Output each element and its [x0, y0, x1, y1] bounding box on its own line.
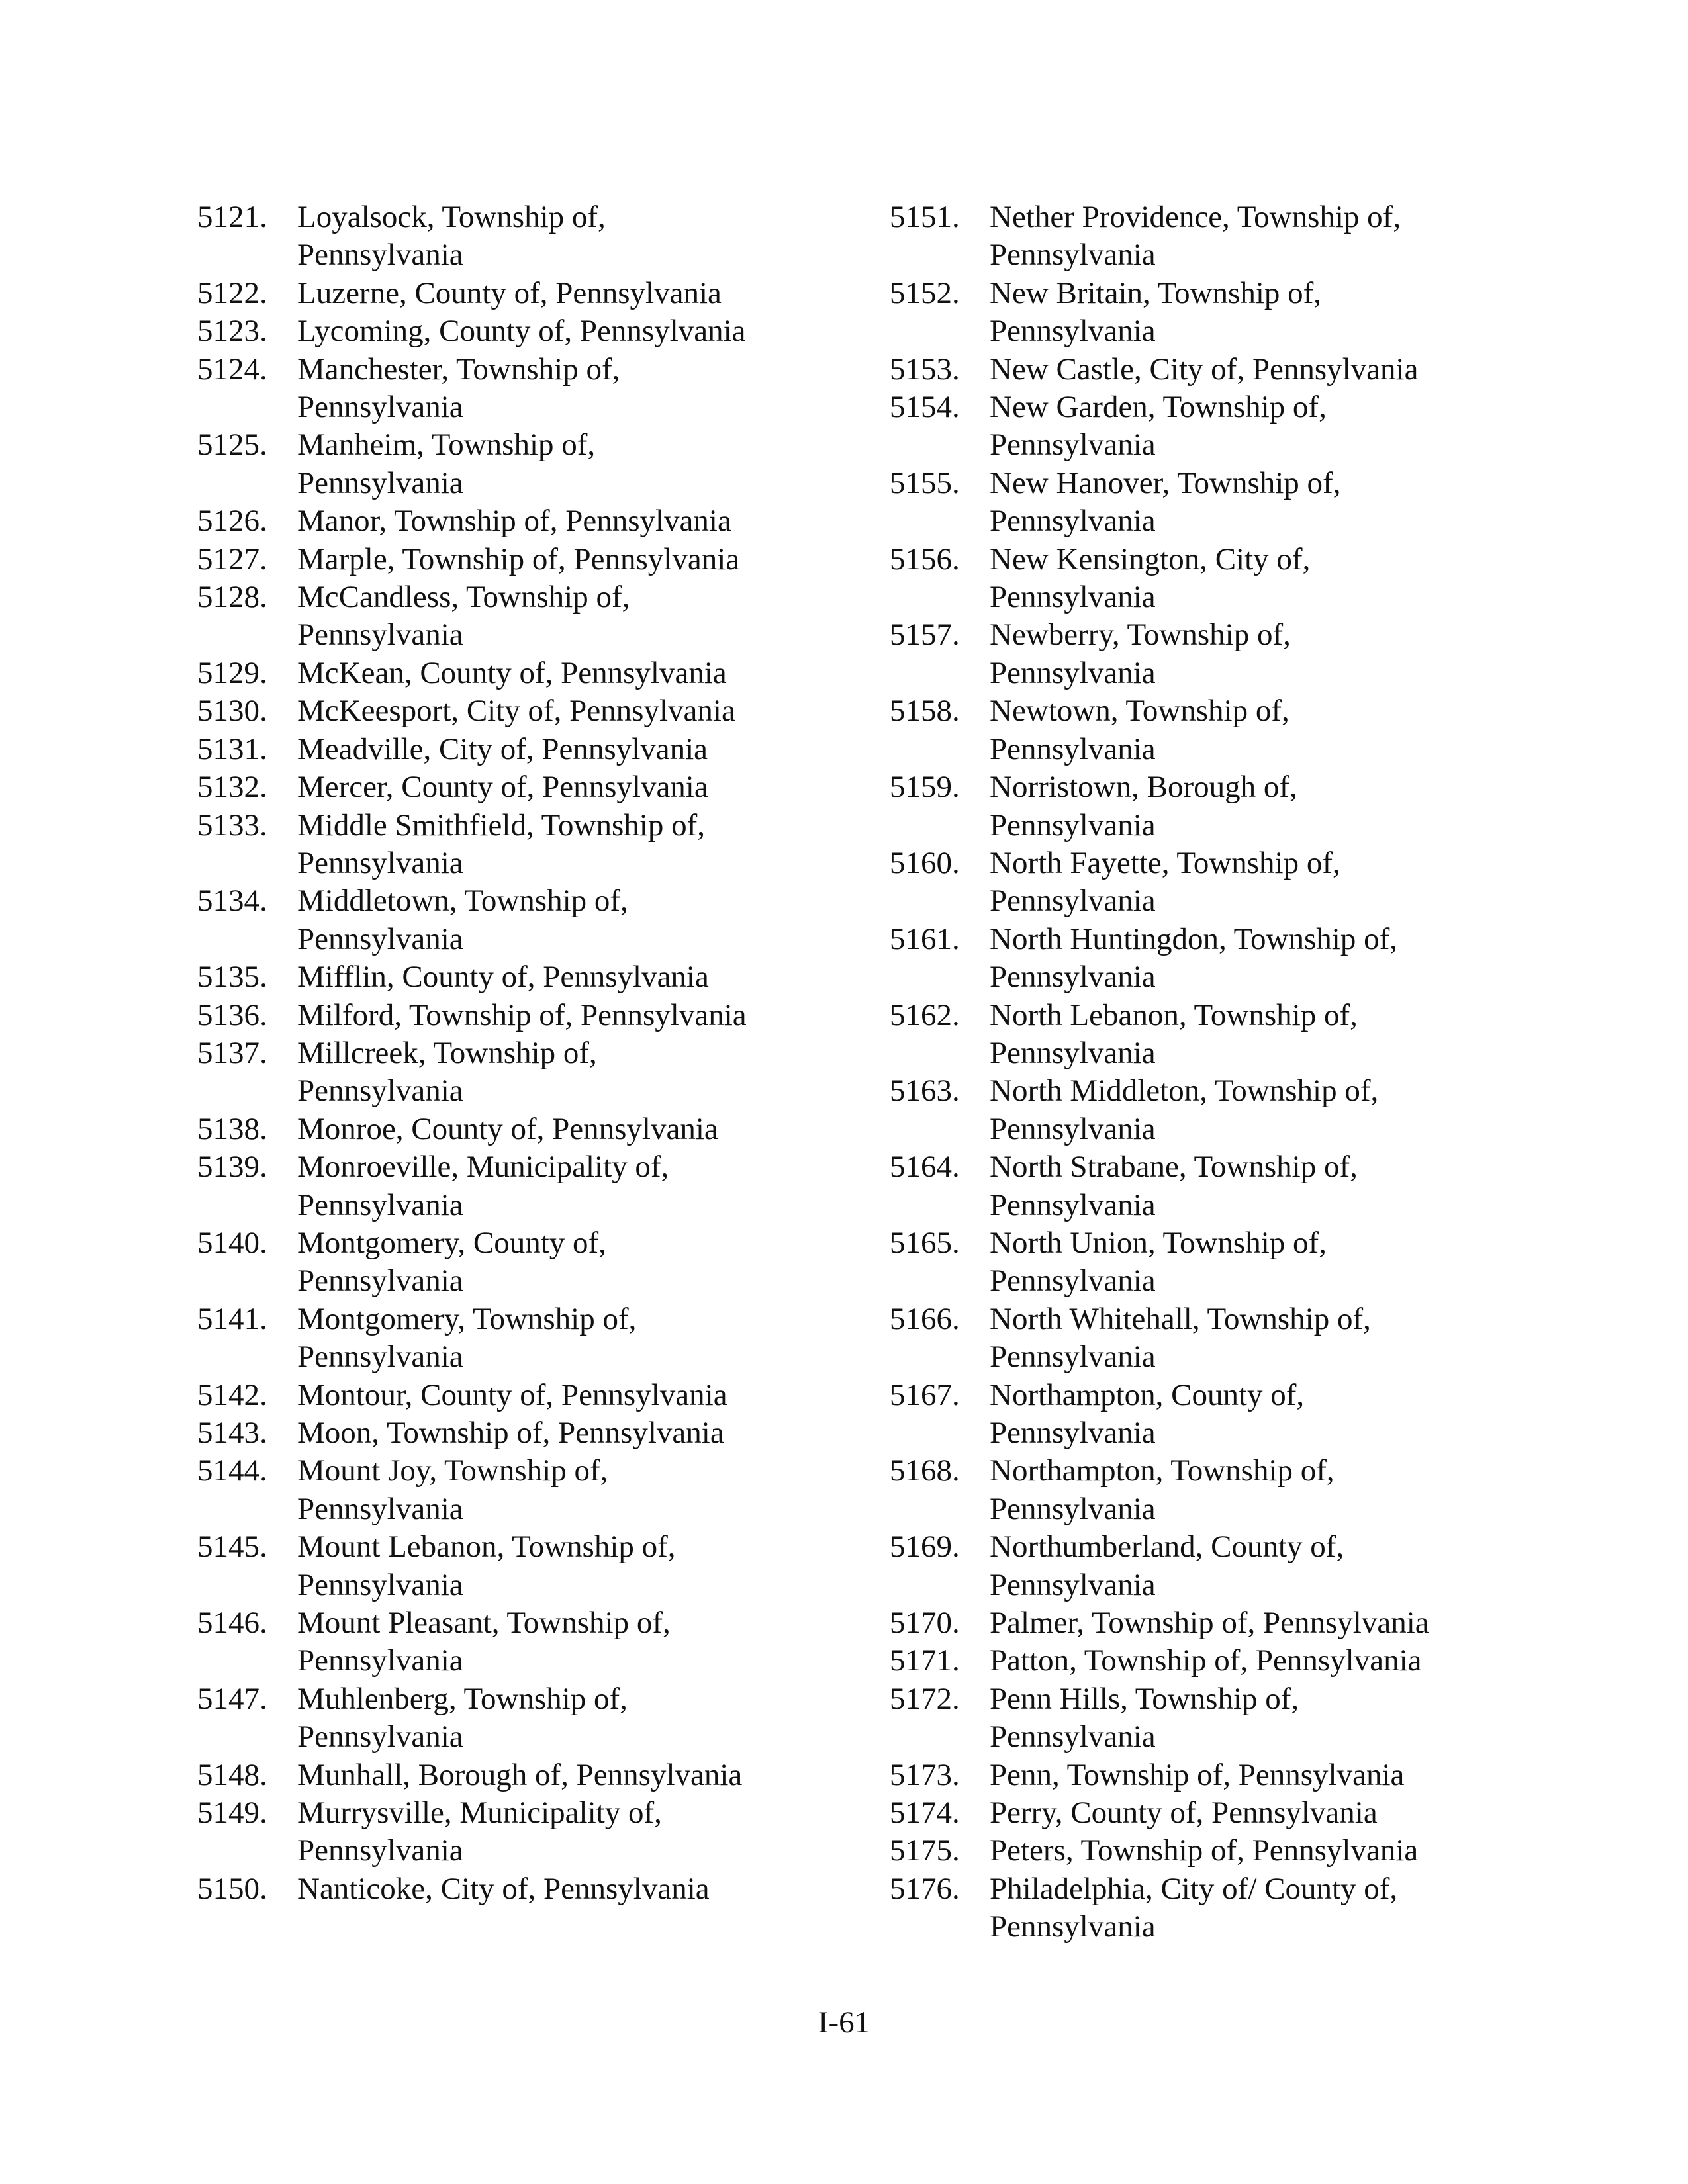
entry-number: 5149.: [197, 1796, 267, 1831]
entry-name: Northampton, Township of, Pennsylvania: [990, 1453, 1335, 1526]
list-entry: [197, 502, 833, 540]
entry-number: 5157.: [890, 617, 960, 653]
entry-name: Middle Smithfield, Township of, Pennsylvania: [297, 807, 705, 880]
entry-name: Munhall, Borough of, Pennsylvania: [297, 1757, 743, 1792]
list-entry: [197, 807, 833, 883]
list-entry: [197, 731, 833, 768]
list-entry: [890, 844, 1525, 921]
entry-number: 5148.: [197, 1757, 267, 1792]
entry-name: Patton, Township of, Pennsylvania: [990, 1643, 1422, 1678]
list-entry: [197, 275, 833, 312]
entry-name: Milford, Township of, Pennsylvania: [297, 997, 747, 1032]
entry-number: 5163.: [890, 1073, 960, 1109]
entry-number: 5145.: [197, 1529, 267, 1565]
list-entry: [197, 1034, 833, 1111]
entry-name: Manchester, Township of, Pennsylvania: [297, 351, 620, 425]
entry-name: Philadelphia, City of/ County of, Pennsylvania: [990, 1871, 1398, 1944]
left-column: [197, 199, 833, 1908]
entry-number: 5131.: [197, 731, 267, 766]
entry-name: McKeesport, City of, Pennsylvania: [297, 694, 735, 729]
entry-name: Mount Lebanon, Township of, Pennsylvania: [297, 1529, 676, 1602]
list-entry: [197, 1680, 833, 1756]
entry-number: 5138.: [197, 1111, 267, 1146]
list-entry: [197, 1756, 833, 1794]
entry-number: 5150.: [197, 1871, 267, 1906]
entry-name: North Huntingdon, Township of, Pennsylvania: [990, 921, 1397, 995]
entry-name: Nanticoke, City of, Pennsylvania: [297, 1871, 710, 1906]
entry-number: 5162.: [890, 997, 960, 1032]
entry-name: Manheim, Township of, Pennsylvania: [297, 428, 596, 500]
entry-name: Middletown, Township of, Pennsylvania: [297, 884, 628, 956]
entry-number: 5121.: [197, 200, 267, 234]
entry-name: Mount Pleasant, Township of, Pennsylvania: [297, 1606, 671, 1678]
entry-number: 5161.: [890, 921, 960, 956]
list-entry: [890, 692, 1525, 768]
entry-number: 5152.: [890, 275, 960, 310]
list-entry: [890, 1224, 1525, 1300]
list-entry: [890, 997, 1525, 1073]
list-entry: [197, 1604, 833, 1680]
list-entry: [197, 426, 833, 502]
entry-name: Lycoming, County of, Pennsylvania: [297, 314, 746, 349]
entry-number: 5147.: [197, 1681, 267, 1716]
entry-number: 5135.: [197, 960, 267, 995]
entry-number: 5143.: [197, 1416, 267, 1450]
entry-name: Montgomery, County of, Pennsylvania: [297, 1225, 606, 1298]
list-entry: [197, 692, 833, 730]
list-entry: [197, 1111, 833, 1148]
entry-name: New Hanover, Township of, Pennsylvania: [990, 465, 1341, 539]
entry-number: 5153.: [890, 351, 960, 387]
entry-name: Nether Providence, Township of, Pennsylvania: [990, 200, 1401, 273]
entry-name: Newtown, Township of, Pennsylvania: [990, 694, 1289, 766]
entry-name: Newberry, Township of, Pennsylvania: [990, 617, 1291, 690]
list-entry: [197, 655, 833, 692]
list-entry: [197, 1224, 833, 1300]
list-entry: [197, 768, 833, 806]
entry-number: 5139.: [197, 1150, 267, 1185]
entry-name: Mercer, County of, Pennsylvania: [297, 770, 708, 805]
list-entry: [890, 1756, 1525, 1794]
entry-number: 5159.: [890, 770, 960, 805]
entry-name: Murrysville, Municipality of, Pennsylvania: [297, 1796, 662, 1868]
list-entry: [890, 1528, 1525, 1604]
list-entry: [890, 768, 1525, 844]
list-entry: [197, 578, 833, 655]
list-entry: [890, 1832, 1525, 1870]
list-entry: [197, 997, 833, 1034]
entry-name: Millcreek, Township of, Pennsylvania: [297, 1035, 597, 1109]
entry-number: 5140.: [197, 1225, 267, 1260]
entry-name: Monroe, County of, Pennsylvania: [297, 1111, 718, 1146]
page-number: I-61: [818, 2005, 870, 2040]
list-entry: [197, 1452, 833, 1528]
entry-name: North Lebanon, Township of, Pennsylvania: [990, 997, 1358, 1070]
entry-number: 5172.: [890, 1681, 960, 1716]
entry-name: New Kensington, City of, Pennsylvania: [990, 541, 1311, 615]
entry-number: 5134.: [197, 884, 267, 919]
entry-name: New Britain, Township of, Pennsylvania: [990, 275, 1322, 349]
list-entry: [890, 1072, 1525, 1148]
entry-number: 5151.: [890, 200, 960, 234]
list-entry: [197, 1300, 833, 1377]
list-entry: [197, 958, 833, 996]
list-entry: [890, 616, 1525, 692]
list-entry: [197, 199, 833, 275]
entry-number: 5141.: [197, 1301, 267, 1336]
list-entry: [890, 1680, 1525, 1756]
entry-name: Luzerne, County of, Pennsylvania: [297, 275, 722, 310]
list-entry: [197, 1528, 833, 1604]
list-entry: [890, 1452, 1525, 1528]
entry-number: 5176.: [890, 1871, 960, 1906]
entry-number: 5165.: [890, 1225, 960, 1260]
entry-number: 5130.: [197, 694, 267, 729]
entry-number: 5166.: [890, 1301, 960, 1336]
list-entry: [890, 351, 1525, 388]
entry-number: 5129.: [197, 655, 267, 690]
entry-name: McKean, County of, Pennsylvania: [297, 655, 727, 690]
list-entry: [890, 199, 1525, 275]
entry-number: 5167.: [890, 1377, 960, 1412]
entry-number: 5125.: [197, 428, 267, 463]
entry-name: Mifflin, County of, Pennsylvania: [297, 960, 709, 995]
entry-number: 5122.: [197, 275, 267, 310]
list-entry: [197, 1870, 833, 1908]
list-entry: [890, 1642, 1525, 1680]
list-entry: [890, 921, 1525, 997]
entry-number: 5171.: [890, 1643, 960, 1678]
list-entry: [890, 1794, 1525, 1832]
entry-name: Penn Hills, Township of, Pennsylvania: [990, 1681, 1299, 1754]
entry-name: Montour, County of, Pennsylvania: [297, 1377, 727, 1412]
list-entry: [890, 1870, 1525, 1946]
list-entry: [890, 275, 1525, 351]
entry-number: 5155.: [890, 465, 960, 500]
entry-number: 5126.: [197, 504, 267, 539]
list-entry: [890, 1300, 1525, 1377]
entry-name: Loyalsock, Township of, Pennsylvania: [297, 200, 606, 273]
list-entry: [890, 465, 1525, 541]
entry-name: North Union, Township of, Pennsylvania: [990, 1225, 1327, 1298]
entry-name: New Garden, Township of, Pennsylvania: [990, 390, 1327, 463]
entry-number: 5173.: [890, 1757, 960, 1792]
list-entry: [197, 1377, 833, 1414]
entry-number: 5168.: [890, 1453, 960, 1488]
list-entry: [197, 312, 833, 350]
entry-name: Monroeville, Municipality of, Pennsylvania: [297, 1150, 669, 1222]
entry-name: Mount Joy, Township of, Pennsylvania: [297, 1453, 608, 1526]
list-entry: [197, 351, 833, 427]
list-entry: [890, 1604, 1525, 1642]
list-entry: [197, 1414, 833, 1452]
entry-number: 5142.: [197, 1377, 267, 1412]
list-entry: [197, 1148, 833, 1224]
entry-name: Muhlenberg, Township of, Pennsylvania: [297, 1681, 628, 1754]
right-column: [890, 199, 1525, 1946]
entry-name: Montgomery, Township of, Pennsylvania: [297, 1301, 637, 1375]
entry-name: Northumberland, County of, Pennsylvania: [990, 1529, 1344, 1602]
list-entry: [890, 1377, 1525, 1453]
entry-name: Northampton, County of, Pennsylvania: [990, 1377, 1305, 1450]
list-entry: [890, 388, 1525, 465]
entry-number: 5158.: [890, 694, 960, 729]
entry-number: 5128.: [197, 580, 267, 615]
entry-number: 5124.: [197, 351, 267, 387]
entry-number: 5136.: [197, 997, 267, 1032]
entry-number: 5175.: [890, 1833, 960, 1868]
entry-name: Palmer, Township of, Pennsylvania: [990, 1606, 1429, 1641]
list-entry: [197, 541, 833, 578]
entry-name: North Fayette, Township of, Pennsylvania: [990, 845, 1340, 919]
list-entry: [890, 541, 1525, 617]
entry-name: McCandless, Township of, Pennsylvania: [297, 580, 630, 653]
entry-name: Manor, Township of, Pennsylvania: [297, 504, 731, 539]
entry-number: 5127.: [197, 541, 267, 576]
entry-name: Meadville, City of, Pennsylvania: [297, 731, 708, 766]
entry-number: 5156.: [890, 541, 960, 576]
entry-name: Moon, Township of, Pennsylvania: [297, 1416, 724, 1450]
list-entry: [890, 1148, 1525, 1224]
list-entry: [197, 1794, 833, 1870]
entry-number: 5174.: [890, 1796, 960, 1831]
list-entry: [197, 882, 833, 958]
entry-name: Penn, Township of, Pennsylvania: [990, 1757, 1405, 1792]
entry-number: 5123.: [197, 314, 267, 349]
entry-name: Peters, Township of, Pennsylvania: [990, 1833, 1419, 1868]
entry-name: North Strabane, Township of, Pennsylvania: [990, 1150, 1358, 1222]
entry-name: North Whitehall, Township of, Pennsylvania: [990, 1301, 1371, 1375]
entry-number: 5146.: [197, 1606, 267, 1641]
entry-number: 5133.: [197, 807, 267, 842]
entry-number: 5160.: [890, 845, 960, 880]
entry-number: 5144.: [197, 1453, 267, 1488]
entry-name: North Middleton, Township of, Pennsylvania: [990, 1073, 1379, 1146]
entry-number: 5170.: [890, 1606, 960, 1641]
entry-name: Marple, Township of, Pennsylvania: [297, 541, 740, 576]
entry-number: 5164.: [890, 1150, 960, 1185]
entry-number: 5154.: [890, 390, 960, 425]
entry-number: 5137.: [197, 1035, 267, 1070]
entry-number: 5169.: [890, 1529, 960, 1565]
entry-name: New Castle, City of, Pennsylvania: [990, 351, 1419, 387]
entry-name: Norristown, Borough of, Pennsylvania: [990, 770, 1297, 842]
entry-name: Perry, County of, Pennsylvania: [990, 1796, 1378, 1831]
entry-number: 5132.: [197, 770, 267, 805]
